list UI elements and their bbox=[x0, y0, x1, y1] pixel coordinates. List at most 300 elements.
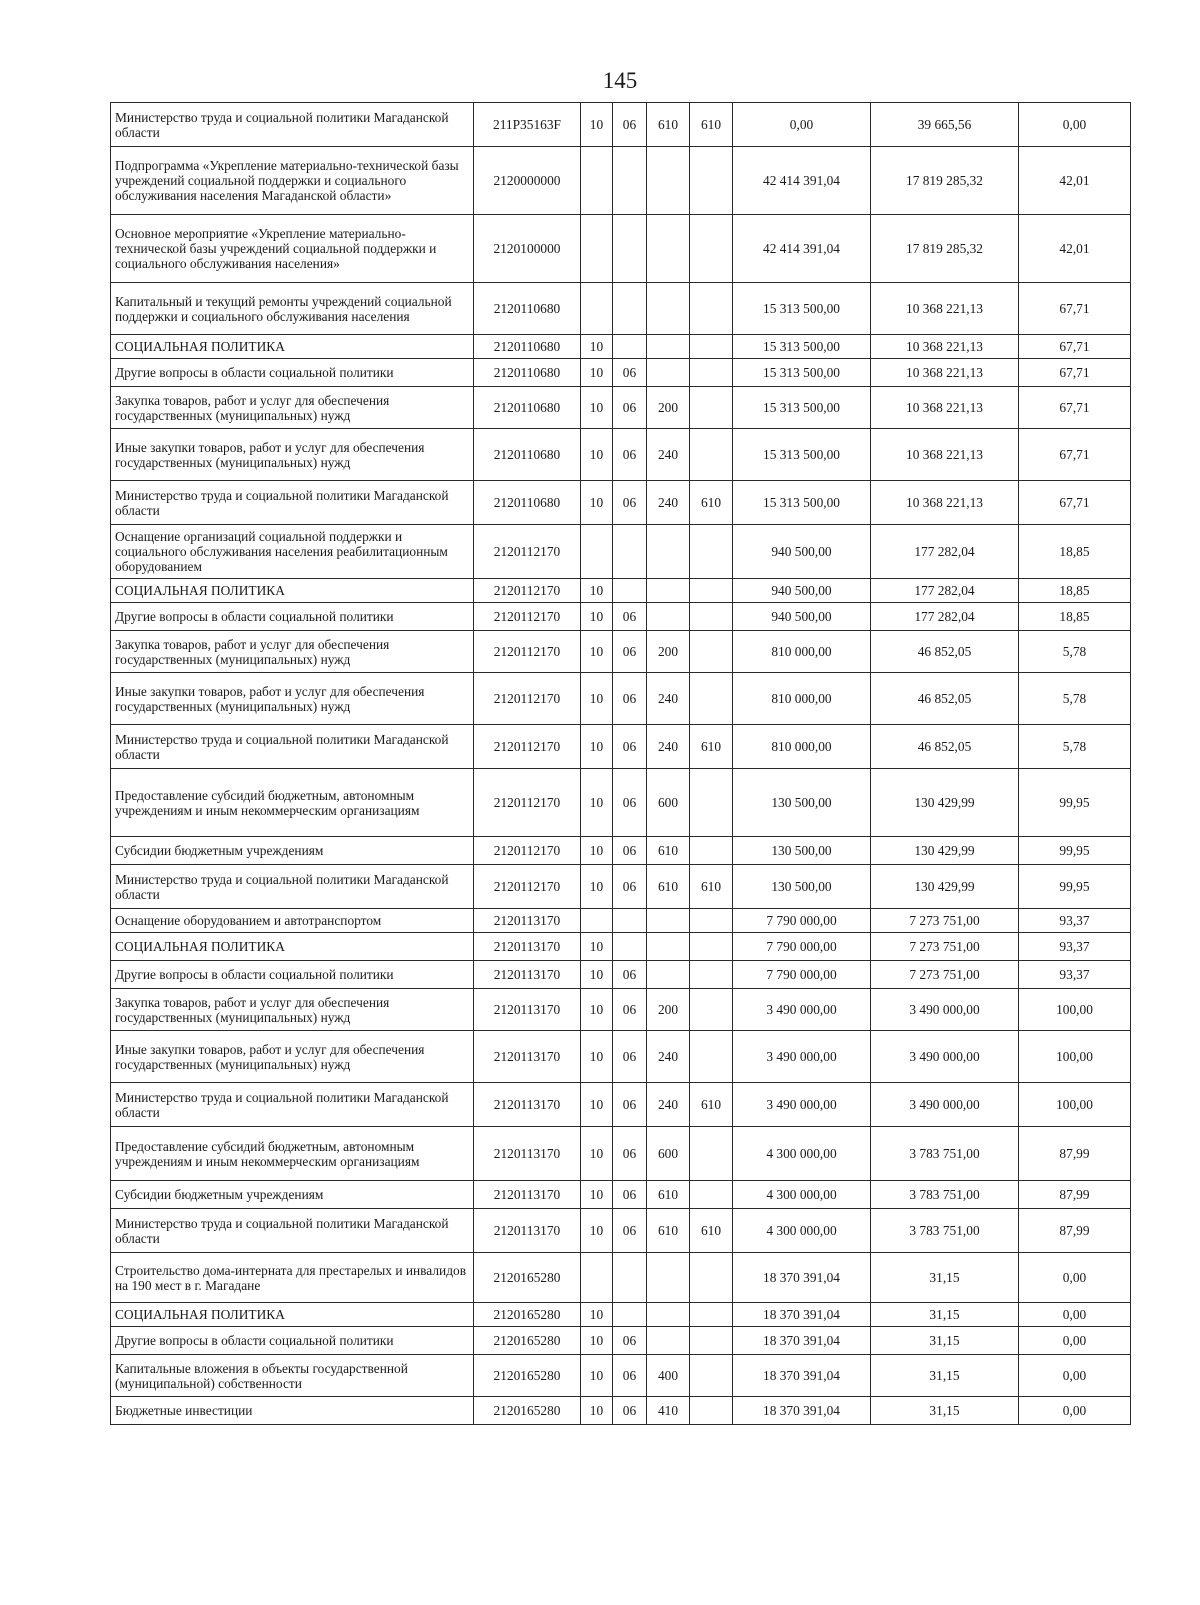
row-execution-percent: 18,85 bbox=[1019, 525, 1131, 579]
row-expense-type: 610 bbox=[647, 1209, 690, 1253]
row-subsection bbox=[613, 147, 647, 215]
row-subsection: 06 bbox=[613, 1083, 647, 1127]
row-planned-amount: 42 414 391,04 bbox=[733, 147, 871, 215]
row-section: 10 bbox=[581, 1209, 613, 1253]
row-section: 10 bbox=[581, 387, 613, 429]
row-subsection: 06 bbox=[613, 837, 647, 865]
row-expense-type: 410 bbox=[647, 1397, 690, 1425]
row-expense-type bbox=[647, 909, 690, 933]
row-expense-type bbox=[647, 1253, 690, 1303]
row-executed-amount: 130 429,99 bbox=[871, 865, 1019, 909]
row-subsection: 06 bbox=[613, 1209, 647, 1253]
row-execution-percent: 18,85 bbox=[1019, 579, 1131, 603]
row-subsection: 06 bbox=[613, 1031, 647, 1083]
row-name: Бюджетные инвестиции bbox=[111, 1397, 474, 1425]
row-executed-amount: 130 429,99 bbox=[871, 769, 1019, 837]
table-row bbox=[111, 631, 1131, 673]
page-number: 145 bbox=[602, 68, 638, 93]
table-row bbox=[111, 1127, 1131, 1181]
row-planned-amount: 18 370 391,04 bbox=[733, 1397, 871, 1425]
row-execution-percent: 18,85 bbox=[1019, 603, 1131, 631]
row-expense-type bbox=[647, 359, 690, 387]
row-code: 2120113170 bbox=[474, 909, 581, 933]
row-admin-code: 610 bbox=[690, 1083, 733, 1127]
row-section: 10 bbox=[581, 429, 613, 481]
row-admin-code bbox=[690, 1397, 733, 1425]
row-code: 2120165280 bbox=[474, 1327, 581, 1355]
row-code: 2120165280 bbox=[474, 1355, 581, 1397]
row-executed-amount: 177 282,04 bbox=[871, 525, 1019, 579]
row-name: Строительство дома-интерната для престарелых и инвалидов на 190 мест в г. Магадане bbox=[111, 1253, 474, 1303]
row-name: Капитальные вложения в объекты государственной (муниципальной) собственности bbox=[111, 1355, 474, 1397]
row-subsection bbox=[613, 933, 647, 961]
row-expense-type: 610 bbox=[647, 1181, 690, 1209]
table-row bbox=[111, 1209, 1131, 1253]
row-executed-amount: 7 273 751,00 bbox=[871, 909, 1019, 933]
row-execution-percent: 67,71 bbox=[1019, 481, 1131, 525]
row-planned-amount: 15 313 500,00 bbox=[733, 429, 871, 481]
row-executed-amount: 3 490 000,00 bbox=[871, 1031, 1019, 1083]
row-code: 2120110680 bbox=[474, 387, 581, 429]
row-execution-percent: 99,95 bbox=[1019, 837, 1131, 865]
row-expense-type: 400 bbox=[647, 1355, 690, 1397]
row-section: 10 bbox=[581, 1355, 613, 1397]
row-executed-amount: 3 783 751,00 bbox=[871, 1209, 1019, 1253]
row-subsection bbox=[613, 215, 647, 283]
row-subsection: 06 bbox=[613, 725, 647, 769]
row-execution-percent: 42,01 bbox=[1019, 147, 1131, 215]
table-row bbox=[111, 865, 1131, 909]
table-row bbox=[111, 215, 1131, 283]
row-expense-type bbox=[647, 283, 690, 335]
row-name: Субсидии бюджетным учреждениям bbox=[111, 1181, 474, 1209]
row-name: Закупка товаров, работ и услуг для обеспечения государственных (муниципальных) нужд bbox=[111, 631, 474, 673]
row-expense-type bbox=[647, 525, 690, 579]
row-admin-code bbox=[690, 631, 733, 673]
row-execution-percent: 67,71 bbox=[1019, 359, 1131, 387]
row-execution-percent: 93,37 bbox=[1019, 909, 1131, 933]
row-admin-code bbox=[690, 1303, 733, 1327]
row-execution-percent: 87,99 bbox=[1019, 1127, 1131, 1181]
row-subsection: 06 bbox=[613, 989, 647, 1031]
row-subsection: 06 bbox=[613, 961, 647, 989]
row-section bbox=[581, 147, 613, 215]
row-section: 10 bbox=[581, 579, 613, 603]
row-execution-percent: 99,95 bbox=[1019, 865, 1131, 909]
row-name: Другие вопросы в области социальной политики bbox=[111, 1327, 474, 1355]
row-section: 10 bbox=[581, 769, 613, 837]
row-execution-percent: 0,00 bbox=[1019, 103, 1131, 147]
row-execution-percent: 67,71 bbox=[1019, 429, 1131, 481]
row-expense-type: 240 bbox=[647, 1083, 690, 1127]
row-subsection: 06 bbox=[613, 481, 647, 525]
row-code: 2120112170 bbox=[474, 525, 581, 579]
row-planned-amount: 4 300 000,00 bbox=[733, 1181, 871, 1209]
row-section: 10 bbox=[581, 335, 613, 359]
row-section: 10 bbox=[581, 1327, 613, 1355]
row-admin-code bbox=[690, 1327, 733, 1355]
table-body bbox=[111, 103, 1131, 1425]
row-admin-code bbox=[690, 387, 733, 429]
row-name: Иные закупки товаров, работ и услуг для обеспечения государственных (муниципальных) нужд bbox=[111, 1031, 474, 1083]
row-admin-code bbox=[690, 1031, 733, 1083]
row-execution-percent: 0,00 bbox=[1019, 1253, 1131, 1303]
row-code: 2120165280 bbox=[474, 1397, 581, 1425]
row-admin-code bbox=[690, 989, 733, 1031]
row-name: СОЦИАЛЬНАЯ ПОЛИТИКА bbox=[111, 335, 474, 359]
row-planned-amount: 810 000,00 bbox=[733, 725, 871, 769]
row-execution-percent: 67,71 bbox=[1019, 283, 1131, 335]
row-admin-code bbox=[690, 909, 733, 933]
row-admin-code bbox=[690, 359, 733, 387]
row-executed-amount: 10 368 221,13 bbox=[871, 283, 1019, 335]
row-subsection: 06 bbox=[613, 1355, 647, 1397]
row-section: 10 bbox=[581, 989, 613, 1031]
row-section: 10 bbox=[581, 961, 613, 989]
row-expense-type: 240 bbox=[647, 1031, 690, 1083]
row-execution-percent: 67,71 bbox=[1019, 335, 1131, 359]
row-executed-amount: 3 490 000,00 bbox=[871, 989, 1019, 1031]
row-execution-percent: 100,00 bbox=[1019, 989, 1131, 1031]
row-expense-type bbox=[647, 1303, 690, 1327]
table-row bbox=[111, 147, 1131, 215]
row-code: 2120113170 bbox=[474, 1031, 581, 1083]
row-executed-amount: 177 282,04 bbox=[871, 603, 1019, 631]
row-code: 2120000000 bbox=[474, 147, 581, 215]
row-execution-percent: 93,37 bbox=[1019, 961, 1131, 989]
table-row bbox=[111, 725, 1131, 769]
row-execution-percent: 0,00 bbox=[1019, 1397, 1131, 1425]
row-subsection: 06 bbox=[613, 673, 647, 725]
row-code: 2120113170 bbox=[474, 1209, 581, 1253]
row-expense-type: 610 bbox=[647, 865, 690, 909]
table-row bbox=[111, 1031, 1131, 1083]
table-row bbox=[111, 103, 1131, 147]
row-name: Другие вопросы в области социальной политики bbox=[111, 603, 474, 631]
row-code: 2120100000 bbox=[474, 215, 581, 283]
row-expense-type: 240 bbox=[647, 481, 690, 525]
row-executed-amount: 39 665,56 bbox=[871, 103, 1019, 147]
row-planned-amount: 18 370 391,04 bbox=[733, 1303, 871, 1327]
row-admin-code bbox=[690, 933, 733, 961]
row-admin-code bbox=[690, 283, 733, 335]
row-executed-amount: 7 273 751,00 bbox=[871, 933, 1019, 961]
row-execution-percent: 87,99 bbox=[1019, 1209, 1131, 1253]
row-section: 10 bbox=[581, 837, 613, 865]
row-admin-code: 610 bbox=[690, 865, 733, 909]
row-execution-percent: 0,00 bbox=[1019, 1355, 1131, 1397]
row-planned-amount: 15 313 500,00 bbox=[733, 335, 871, 359]
row-admin-code: 610 bbox=[690, 725, 733, 769]
table-row bbox=[111, 769, 1131, 837]
row-planned-amount: 4 300 000,00 bbox=[733, 1209, 871, 1253]
row-execution-percent: 42,01 bbox=[1019, 215, 1131, 283]
row-subsection: 06 bbox=[613, 429, 647, 481]
row-code: 2120113170 bbox=[474, 1181, 581, 1209]
row-executed-amount: 31,15 bbox=[871, 1355, 1019, 1397]
table-row bbox=[111, 1181, 1131, 1209]
table-row bbox=[111, 579, 1131, 603]
row-execution-percent: 5,78 bbox=[1019, 673, 1131, 725]
row-expense-type: 240 bbox=[647, 673, 690, 725]
row-execution-percent: 67,71 bbox=[1019, 387, 1131, 429]
row-admin-code bbox=[690, 1181, 733, 1209]
row-planned-amount: 0,00 bbox=[733, 103, 871, 147]
table-row bbox=[111, 1327, 1131, 1355]
row-subsection: 06 bbox=[613, 631, 647, 673]
row-name: Министерство труда и социальной политики Магаданской области bbox=[111, 103, 474, 147]
row-execution-percent: 0,00 bbox=[1019, 1303, 1131, 1327]
row-code: 2120110680 bbox=[474, 481, 581, 525]
row-admin-code: 610 bbox=[690, 1209, 733, 1253]
row-subsection bbox=[613, 579, 647, 603]
row-code: 2120112170 bbox=[474, 603, 581, 631]
row-subsection: 06 bbox=[613, 1181, 647, 1209]
row-subsection: 06 bbox=[613, 103, 647, 147]
row-admin-code bbox=[690, 215, 733, 283]
row-expense-type bbox=[647, 579, 690, 603]
row-section: 10 bbox=[581, 1031, 613, 1083]
table-row bbox=[111, 837, 1131, 865]
budget-execution-table bbox=[110, 102, 1131, 1425]
row-section bbox=[581, 283, 613, 335]
row-code: 2120112170 bbox=[474, 579, 581, 603]
table-row bbox=[111, 283, 1131, 335]
row-planned-amount: 18 370 391,04 bbox=[733, 1253, 871, 1303]
row-admin-code bbox=[690, 579, 733, 603]
row-executed-amount: 7 273 751,00 bbox=[871, 961, 1019, 989]
row-expense-type: 240 bbox=[647, 725, 690, 769]
row-name: Субсидии бюджетным учреждениям bbox=[111, 837, 474, 865]
row-execution-percent: 87,99 bbox=[1019, 1181, 1131, 1209]
row-planned-amount: 15 313 500,00 bbox=[733, 481, 871, 525]
row-executed-amount: 3 783 751,00 bbox=[871, 1181, 1019, 1209]
row-executed-amount: 31,15 bbox=[871, 1253, 1019, 1303]
row-code: 2120112170 bbox=[474, 769, 581, 837]
row-subsection bbox=[613, 1303, 647, 1327]
row-section: 10 bbox=[581, 865, 613, 909]
row-admin-code bbox=[690, 1355, 733, 1397]
row-code: 2120110680 bbox=[474, 429, 581, 481]
row-planned-amount: 4 300 000,00 bbox=[733, 1127, 871, 1181]
row-planned-amount: 3 490 000,00 bbox=[733, 1031, 871, 1083]
table-row bbox=[111, 481, 1131, 525]
row-planned-amount: 7 790 000,00 bbox=[733, 909, 871, 933]
row-code: 2120110680 bbox=[474, 335, 581, 359]
row-admin-code bbox=[690, 1253, 733, 1303]
table-row bbox=[111, 933, 1131, 961]
row-planned-amount: 7 790 000,00 bbox=[733, 961, 871, 989]
row-executed-amount: 31,15 bbox=[871, 1397, 1019, 1425]
row-section: 10 bbox=[581, 603, 613, 631]
row-section: 10 bbox=[581, 1303, 613, 1327]
row-expense-type: 240 bbox=[647, 429, 690, 481]
row-executed-amount: 17 819 285,32 bbox=[871, 147, 1019, 215]
row-planned-amount: 18 370 391,04 bbox=[733, 1355, 871, 1397]
row-admin-code bbox=[690, 429, 733, 481]
row-executed-amount: 177 282,04 bbox=[871, 579, 1019, 603]
row-admin-code: 610 bbox=[690, 103, 733, 147]
row-executed-amount: 10 368 221,13 bbox=[871, 335, 1019, 359]
table-row bbox=[111, 359, 1131, 387]
row-name: СОЦИАЛЬНАЯ ПОЛИТИКА bbox=[111, 579, 474, 603]
row-section: 10 bbox=[581, 359, 613, 387]
row-expense-type bbox=[647, 147, 690, 215]
row-planned-amount: 7 790 000,00 bbox=[733, 933, 871, 961]
row-name: СОЦИАЛЬНАЯ ПОЛИТИКА bbox=[111, 1303, 474, 1327]
row-code: 2120112170 bbox=[474, 837, 581, 865]
row-code: 2120113170 bbox=[474, 1083, 581, 1127]
row-admin-code bbox=[690, 525, 733, 579]
row-execution-percent: 99,95 bbox=[1019, 769, 1131, 837]
row-planned-amount: 810 000,00 bbox=[733, 673, 871, 725]
row-admin-code bbox=[690, 335, 733, 359]
row-subsection: 06 bbox=[613, 865, 647, 909]
row-code: 2120112170 bbox=[474, 631, 581, 673]
row-subsection: 06 bbox=[613, 1397, 647, 1425]
row-expense-type bbox=[647, 215, 690, 283]
row-name: Министерство труда и социальной политики Магаданской области bbox=[111, 865, 474, 909]
row-executed-amount: 46 852,05 bbox=[871, 673, 1019, 725]
row-expense-type: 600 bbox=[647, 1127, 690, 1181]
row-execution-percent: 5,78 bbox=[1019, 631, 1131, 673]
row-planned-amount: 940 500,00 bbox=[733, 603, 871, 631]
row-code: 2120110680 bbox=[474, 359, 581, 387]
row-planned-amount: 130 500,00 bbox=[733, 769, 871, 837]
row-executed-amount: 10 368 221,13 bbox=[871, 481, 1019, 525]
row-section: 10 bbox=[581, 481, 613, 525]
row-planned-amount: 42 414 391,04 bbox=[733, 215, 871, 283]
table-row bbox=[111, 989, 1131, 1031]
row-code: 2120165280 bbox=[474, 1303, 581, 1327]
row-expense-type bbox=[647, 961, 690, 989]
row-subsection bbox=[613, 1253, 647, 1303]
table-row bbox=[111, 1397, 1131, 1425]
row-planned-amount: 940 500,00 bbox=[733, 579, 871, 603]
table-row bbox=[111, 387, 1131, 429]
row-subsection: 06 bbox=[613, 387, 647, 429]
row-name: Другие вопросы в области социальной политики bbox=[111, 359, 474, 387]
row-name: Иные закупки товаров, работ и услуг для обеспечения государственных (муниципальных) нужд bbox=[111, 429, 474, 481]
row-subsection bbox=[613, 909, 647, 933]
table-row bbox=[111, 335, 1131, 359]
row-admin-code bbox=[690, 603, 733, 631]
row-code: 2120112170 bbox=[474, 865, 581, 909]
row-name: Министерство труда и социальной политики Магаданской области bbox=[111, 1209, 474, 1253]
row-expense-type: 610 bbox=[647, 103, 690, 147]
row-subsection: 06 bbox=[613, 603, 647, 631]
row-executed-amount: 10 368 221,13 bbox=[871, 429, 1019, 481]
row-planned-amount: 940 500,00 bbox=[733, 525, 871, 579]
row-name: Министерство труда и социальной политики Магаданской области bbox=[111, 481, 474, 525]
row-executed-amount: 31,15 bbox=[871, 1303, 1019, 1327]
table-row bbox=[111, 1303, 1131, 1327]
row-admin-code bbox=[690, 961, 733, 989]
row-name: Другие вопросы в области социальной политики bbox=[111, 961, 474, 989]
row-section: 10 bbox=[581, 1083, 613, 1127]
row-executed-amount: 3 783 751,00 bbox=[871, 1127, 1019, 1181]
row-executed-amount: 17 819 285,32 bbox=[871, 215, 1019, 283]
row-subsection bbox=[613, 283, 647, 335]
row-subsection: 06 bbox=[613, 1127, 647, 1181]
row-planned-amount: 3 490 000,00 bbox=[733, 989, 871, 1031]
row-section: 10 bbox=[581, 933, 613, 961]
row-section bbox=[581, 525, 613, 579]
table-row bbox=[111, 909, 1131, 933]
row-name: Предоставление субсидий бюджетным, автономным учреждениям и иным некоммерческим организациям bbox=[111, 1127, 474, 1181]
row-code: 2120113170 bbox=[474, 1127, 581, 1181]
row-section: 10 bbox=[581, 1397, 613, 1425]
row-expense-type: 200 bbox=[647, 631, 690, 673]
row-name: Министерство труда и социальной политики Магаданской области bbox=[111, 725, 474, 769]
row-executed-amount: 130 429,99 bbox=[871, 837, 1019, 865]
row-section bbox=[581, 909, 613, 933]
table-row bbox=[111, 961, 1131, 989]
row-subsection: 06 bbox=[613, 769, 647, 837]
row-section: 10 bbox=[581, 1181, 613, 1209]
row-name: Капитальный и текущий ремонты учреждений социальной поддержки и социального обслуживания населения bbox=[111, 283, 474, 335]
row-name: Закупка товаров, работ и услуг для обеспечения государственных (муниципальных) нужд bbox=[111, 387, 474, 429]
row-executed-amount: 10 368 221,13 bbox=[871, 359, 1019, 387]
row-planned-amount: 15 313 500,00 bbox=[733, 283, 871, 335]
row-admin-code bbox=[690, 769, 733, 837]
table-row bbox=[111, 429, 1131, 481]
row-code: 2120112170 bbox=[474, 673, 581, 725]
row-planned-amount: 15 313 500,00 bbox=[733, 359, 871, 387]
row-execution-percent: 100,00 bbox=[1019, 1031, 1131, 1083]
row-planned-amount: 15 313 500,00 bbox=[733, 387, 871, 429]
row-execution-percent: 93,37 bbox=[1019, 933, 1131, 961]
row-name: Иные закупки товаров, работ и услуг для обеспечения государственных (муниципальных) нужд bbox=[111, 673, 474, 725]
row-section: 10 bbox=[581, 1127, 613, 1181]
row-admin-code: 610 bbox=[690, 481, 733, 525]
row-code: 2120113170 bbox=[474, 989, 581, 1031]
table-row bbox=[111, 1083, 1131, 1127]
row-expense-type bbox=[647, 933, 690, 961]
row-expense-type: 200 bbox=[647, 989, 690, 1031]
row-section: 10 bbox=[581, 673, 613, 725]
row-executed-amount: 3 490 000,00 bbox=[871, 1083, 1019, 1127]
row-planned-amount: 810 000,00 bbox=[733, 631, 871, 673]
row-admin-code bbox=[690, 1127, 733, 1181]
row-name: Оснащение организаций социальной поддержки и социального обслуживания населения реабилитационным оборудованием bbox=[111, 525, 474, 579]
row-expense-type: 610 bbox=[647, 837, 690, 865]
row-expense-type bbox=[647, 603, 690, 631]
row-name: СОЦИАЛЬНАЯ ПОЛИТИКА bbox=[111, 933, 474, 961]
table-row bbox=[111, 603, 1131, 631]
table-row bbox=[111, 1253, 1131, 1303]
row-executed-amount: 46 852,05 bbox=[871, 631, 1019, 673]
row-expense-type: 200 bbox=[647, 387, 690, 429]
row-executed-amount: 10 368 221,13 bbox=[871, 387, 1019, 429]
row-section: 10 bbox=[581, 103, 613, 147]
row-code: 2120112170 bbox=[474, 725, 581, 769]
row-expense-type: 600 bbox=[647, 769, 690, 837]
row-name: Основное мероприятие «Укрепление материально-технической базы учреждений социальной поддержки и социального обслуживания населения» bbox=[111, 215, 474, 283]
table-row bbox=[111, 525, 1131, 579]
row-section bbox=[581, 215, 613, 283]
row-admin-code bbox=[690, 673, 733, 725]
row-execution-percent: 5,78 bbox=[1019, 725, 1131, 769]
row-name: Предоставление субсидий бюджетным, автономным учреждениям и иным некоммерческим организациям bbox=[111, 769, 474, 837]
row-subsection: 06 bbox=[613, 1327, 647, 1355]
row-planned-amount: 3 490 000,00 bbox=[733, 1083, 871, 1127]
row-subsection: 06 bbox=[613, 359, 647, 387]
row-name: Министерство труда и социальной политики Магаданской области bbox=[111, 1083, 474, 1127]
row-planned-amount: 130 500,00 bbox=[733, 837, 871, 865]
row-section bbox=[581, 1253, 613, 1303]
row-executed-amount: 46 852,05 bbox=[871, 725, 1019, 769]
